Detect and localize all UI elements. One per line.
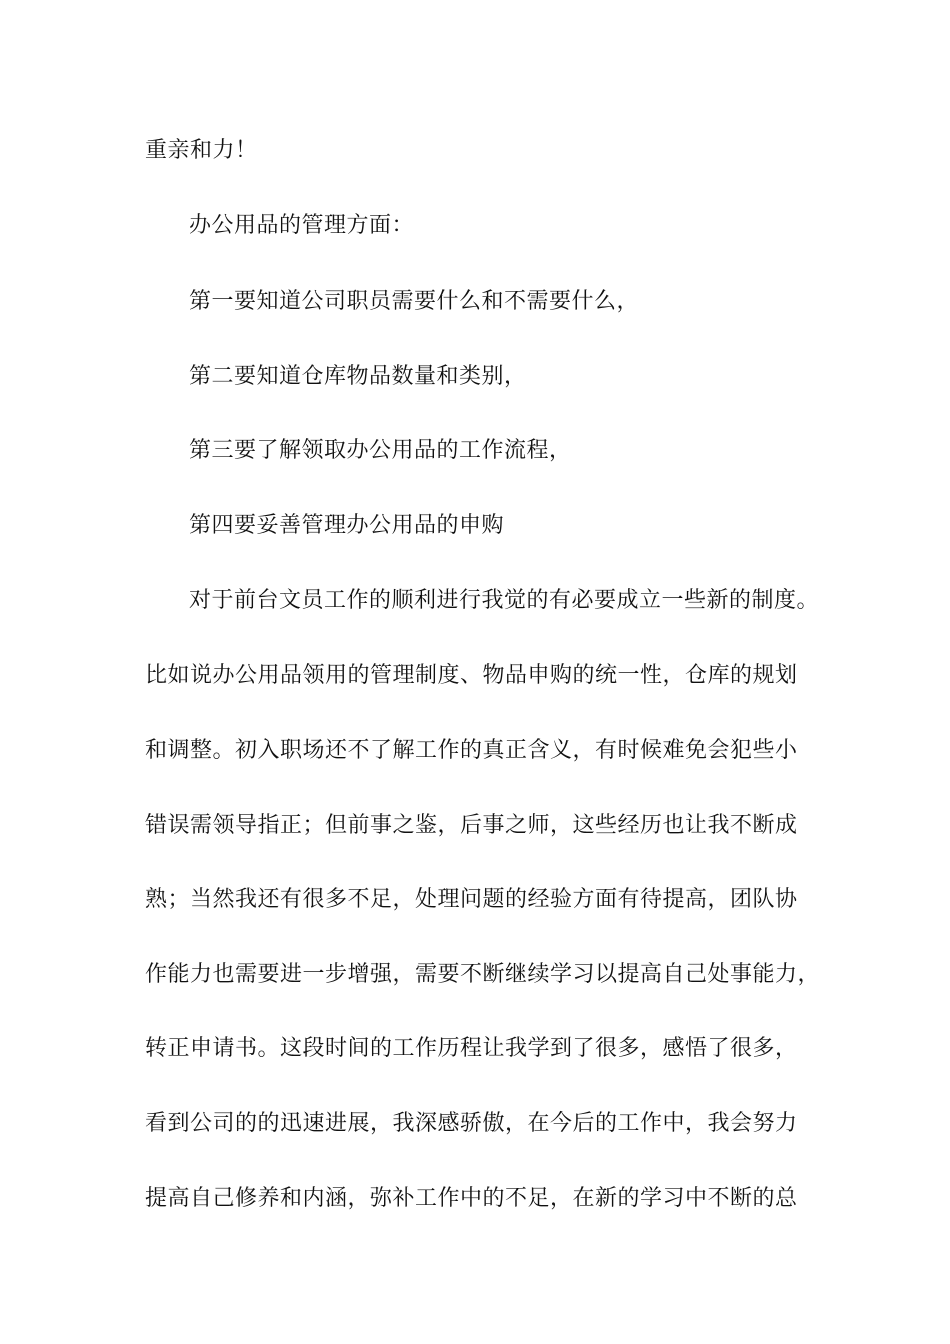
paragraph-line: 转正申请书。这段时间的工作历程让我学到了很多，感悟了很多， — [145, 1036, 798, 1061]
paragraph-line: 比如说办公用品领用的管理制度、物品申购的统一性，仓库的规划 — [145, 663, 798, 688]
list-item: 第一要知道公司职员需要什么和不需要什么， — [189, 289, 640, 314]
list-item: 第四要妥善管理办公用品的申购 — [189, 513, 505, 538]
list-item: 第二要知道仓库物品数量和类别， — [189, 364, 527, 389]
paragraph-line: 和调整。初入职场还不了解工作的真正含义，有时候难免会犯些小 — [145, 738, 798, 763]
paragraph-line: 对于前台文员工作的顺利进行我觉的有必要成立一些新的制度。 — [189, 588, 820, 613]
text-line: 重亲和力！ — [145, 138, 258, 163]
paragraph-line: 看到公司的的迅速进展，我深感骄傲，在今后的工作中，我会努力 — [145, 1111, 798, 1136]
paragraph-line: 提高自己修养和内涵，弥补工作中的不足，在新的学习中不断的总 — [145, 1186, 798, 1211]
paragraph-line: 熟；当然我还有很多不足，处理问题的经验方面有待提高，团队协 — [145, 887, 798, 912]
list-item: 第三要了解领取办公用品的工作流程， — [189, 438, 572, 463]
paragraph-line: 错误需领导指正；但前事之鉴，后事之师，这些经历也让我不断成 — [145, 813, 798, 838]
paragraph-line: 作能力也需要进一步增强，需要不断继续学习以提高自己处事能力， — [145, 962, 821, 987]
section-heading: 办公用品的管理方面： — [189, 213, 415, 238]
